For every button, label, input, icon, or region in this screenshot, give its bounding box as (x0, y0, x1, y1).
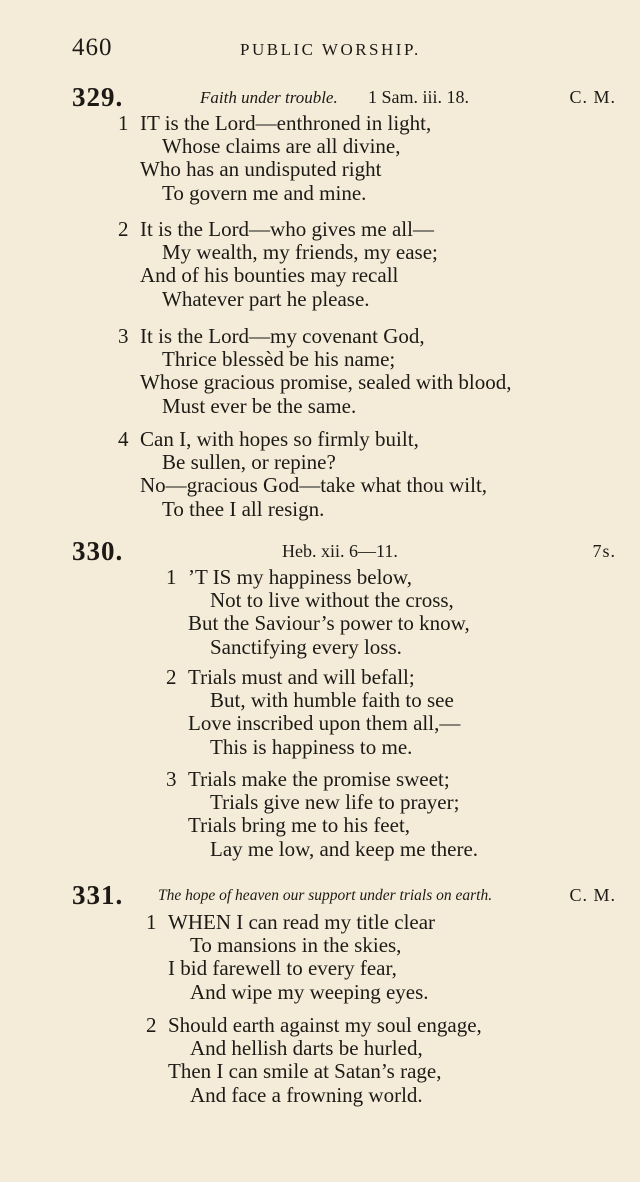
stanza-number: 2 (166, 665, 177, 689)
stanza (146, 911, 435, 1004)
hymn-title: The hope of heaven our support under trials on earth. (158, 887, 493, 904)
stanza (118, 218, 438, 311)
verse-line: 1 WHEN I can read my title clear (146, 910, 436, 934)
hymn-meter: C. M. (569, 885, 616, 905)
hymn-331-heading (72, 880, 616, 912)
verse-line: Thrice blessèd be his name; (162, 347, 396, 372)
stanza-number: 2 (146, 1013, 157, 1037)
stanza (166, 666, 460, 759)
verse-line: 3 Trials make the promise sweet; (166, 767, 450, 791)
stanza (166, 566, 470, 659)
hymn-number: 330. (72, 536, 124, 566)
verse-line: 1 IT is the Lord—enthroned in light, (118, 111, 432, 135)
hymn-number: 329. (72, 82, 124, 112)
stanza-number: 1 (118, 111, 129, 135)
verse-line: No—gracious God—take what thou wilt, (140, 473, 488, 498)
running-head: PUBLIC WORSHIP. (240, 40, 421, 59)
verse-line: And of his bounties may recall (140, 263, 399, 288)
verse-line: Trials bring me to his feet, (188, 813, 411, 838)
hymn-number: 331. (72, 880, 124, 910)
scripture-reference: 1 Sam. iii. 18. (368, 87, 470, 107)
verse-line: Then I can smile at Satan’s rage, (168, 1059, 442, 1084)
verse-line: Must ever be the same. (162, 393, 357, 418)
hymn-meter: C. M. (569, 87, 616, 107)
verse-line: 2 Trials must and will befall; (166, 665, 415, 689)
stanza (146, 1014, 482, 1107)
verse-line: 2 Should earth against my soul engage, (146, 1013, 482, 1037)
verse-line: And hellish darts be hurled, (190, 1036, 423, 1061)
verse-line: And wipe my weeping eyes. (190, 979, 429, 1004)
verse-line: 1 ’T IS my happiness below, (166, 565, 412, 589)
hymn-title: Faith under trouble. (200, 88, 338, 107)
verse-line: Who has an undisputed right (140, 157, 382, 182)
verse-line: But, with humble faith to see (210, 688, 454, 713)
stanza-number: 2 (118, 217, 129, 241)
verse-line: Not to live without the cross, (210, 588, 454, 613)
hymn-meter: 7s. (592, 541, 616, 561)
verse-line: To thee I all resign. (162, 496, 325, 521)
verse-line: This is happiness to me. (210, 734, 413, 759)
verse-line: 2 It is the Lord—who gives me all— (118, 217, 434, 241)
verse-line: Whatever part he please. (162, 286, 370, 311)
verse-line: Be sullen, or repine? (162, 450, 336, 475)
stanza-number: 3 (118, 324, 129, 348)
page-number: 460 (72, 34, 113, 61)
stanza-number: 1 (166, 565, 177, 589)
stanza (118, 112, 431, 205)
verse-line: 3 It is the Lord—my covenant God, (118, 324, 425, 348)
verse-line: To mansions in the skies, (190, 933, 402, 958)
stanza (166, 768, 478, 861)
stanza (118, 325, 512, 418)
verse-line: Whose gracious promise, sealed with blood, (140, 370, 512, 395)
verse-line: Whose claims are all divine, (162, 134, 401, 159)
page-header (72, 34, 610, 64)
verse-line: Sanctifying every loss. (210, 634, 402, 659)
verse-line: Lay me low, and keep me there. (210, 836, 479, 861)
verse-line: 4 Can I, with hopes so firmly built, (118, 427, 419, 451)
verse-line: Trials give new life to prayer; (210, 790, 460, 815)
verse-line: Love inscribed upon them all,— (188, 711, 461, 736)
verse-line: My wealth, my friends, my ease; (162, 240, 438, 265)
verse-line: And face a frowning world. (190, 1082, 423, 1107)
hymn-329-heading (72, 82, 616, 114)
stanza-number: 3 (166, 767, 177, 791)
scripture-reference: Heb. xii. 6—11. (282, 541, 398, 561)
verse-line: I bid farewell to every fear, (168, 956, 397, 981)
stanza (118, 428, 487, 521)
verse-line: To govern me and mine. (162, 180, 367, 205)
stanza-number: 4 (118, 427, 129, 451)
stanza-number: 1 (146, 910, 157, 934)
verse-line: But the Saviour’s power to know, (188, 611, 470, 636)
hymn-330-heading (72, 536, 616, 568)
